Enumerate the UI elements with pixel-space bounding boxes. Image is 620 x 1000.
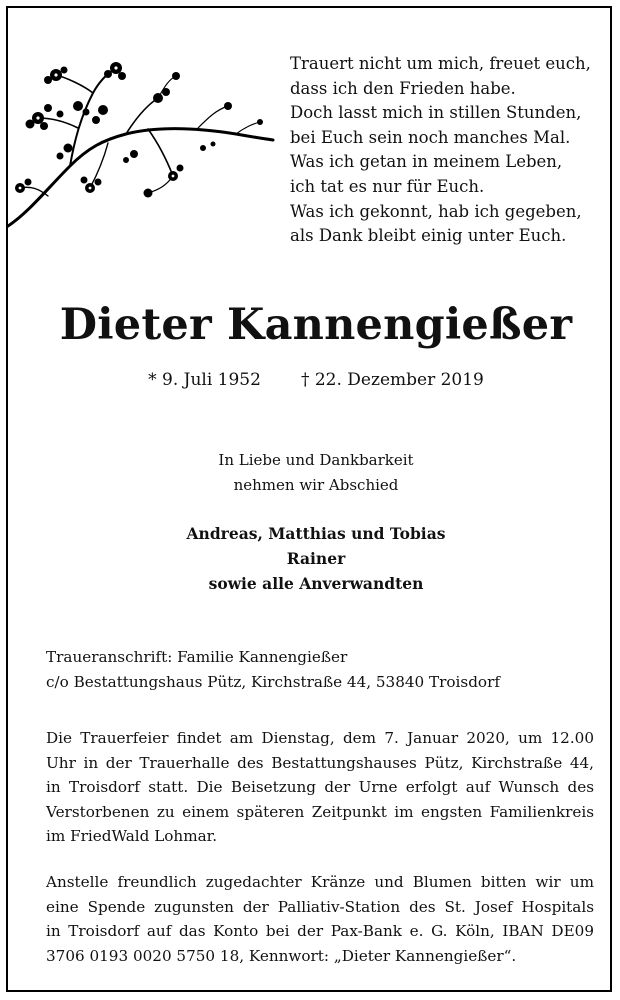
death-date: † 22. Dezember 2019 [300,370,484,390]
farewell-text [8,448,620,498]
poem-line: Was ich gekonnt, hab ich gegeben, [290,201,582,221]
poem-line: Doch lasst mich in stillen Stunden, [290,103,582,123]
donation-info [46,870,594,968]
donation-line: 3706 0193 0020 5750 18, Kennwort: „Dieter Kannengießer“. [46,946,517,965]
mourning-address [46,645,594,694]
ceremony-line: Verstorbenen zu einem späteren Zeitpunkt im engsten Familienkreis [46,802,594,821]
poem-line: bei Euch sein noch manches Mal. [290,127,571,147]
ceremony-line: im FriedWald Lohmar. [46,827,218,846]
mourner-line: Rainer [286,549,346,568]
deceased-name: Dieter Kannengießer [59,300,573,350]
life-dates [8,370,620,390]
birth-date: * 9. Juli 1952 [148,370,261,390]
poem [290,52,590,249]
ceremony-line: Die Trauerfeier findet am Dienstag, dem 7. Januar 2020, um 12.00 [46,729,594,747]
donation-line: Anstelle freundlich zugedachter Kränze und Blumen bitten wir um [46,873,594,891]
mourner-line: Andreas, Matthias und Tobias [186,524,446,543]
address-line: c/o Bestattungshaus Pütz, Kirchstraße 44, 53840 Troisdorf [46,672,500,691]
poem-line: ich tat es nur für Euch. [290,176,485,196]
poem-line: Was ich getan in meinem Leben, [290,152,563,172]
poem-line: dass ich den Frieden habe. [290,78,516,98]
blossom-branch-icon [8,48,283,238]
address-line: Traueranschrift: Familie Kannengießer [46,648,348,666]
donation-line: eine Spende zugunsten der Palliativ-Station des St. Josef Hospitals [46,897,594,916]
ceremony-line: Uhr in der Trauerhalle des Bestattungshauses Pütz, Kirchstraße 44, [46,753,594,772]
poem-line: als Dank bleibt einig unter Euch. [290,226,567,246]
donation-line: in Troisdorf auf das Konto bei der Pax-Bank e. G. Köln, IBAN DE09 [46,922,594,941]
poem-line: Trauert nicht um mich, freuet euch, [290,54,591,73]
farewell-line: In Liebe und Dankbarkeit [218,451,414,469]
mourner-line: sowie alle Anverwandten [208,574,424,593]
ceremony-line: in Troisdorf statt. Die Beisetzung der Urne erfolgt auf Wunsch des [46,778,594,797]
mourners [8,521,620,596]
farewell-line: nehmen wir Abschied [233,476,399,494]
obituary-notice [6,6,612,992]
ceremony-info [46,726,594,849]
